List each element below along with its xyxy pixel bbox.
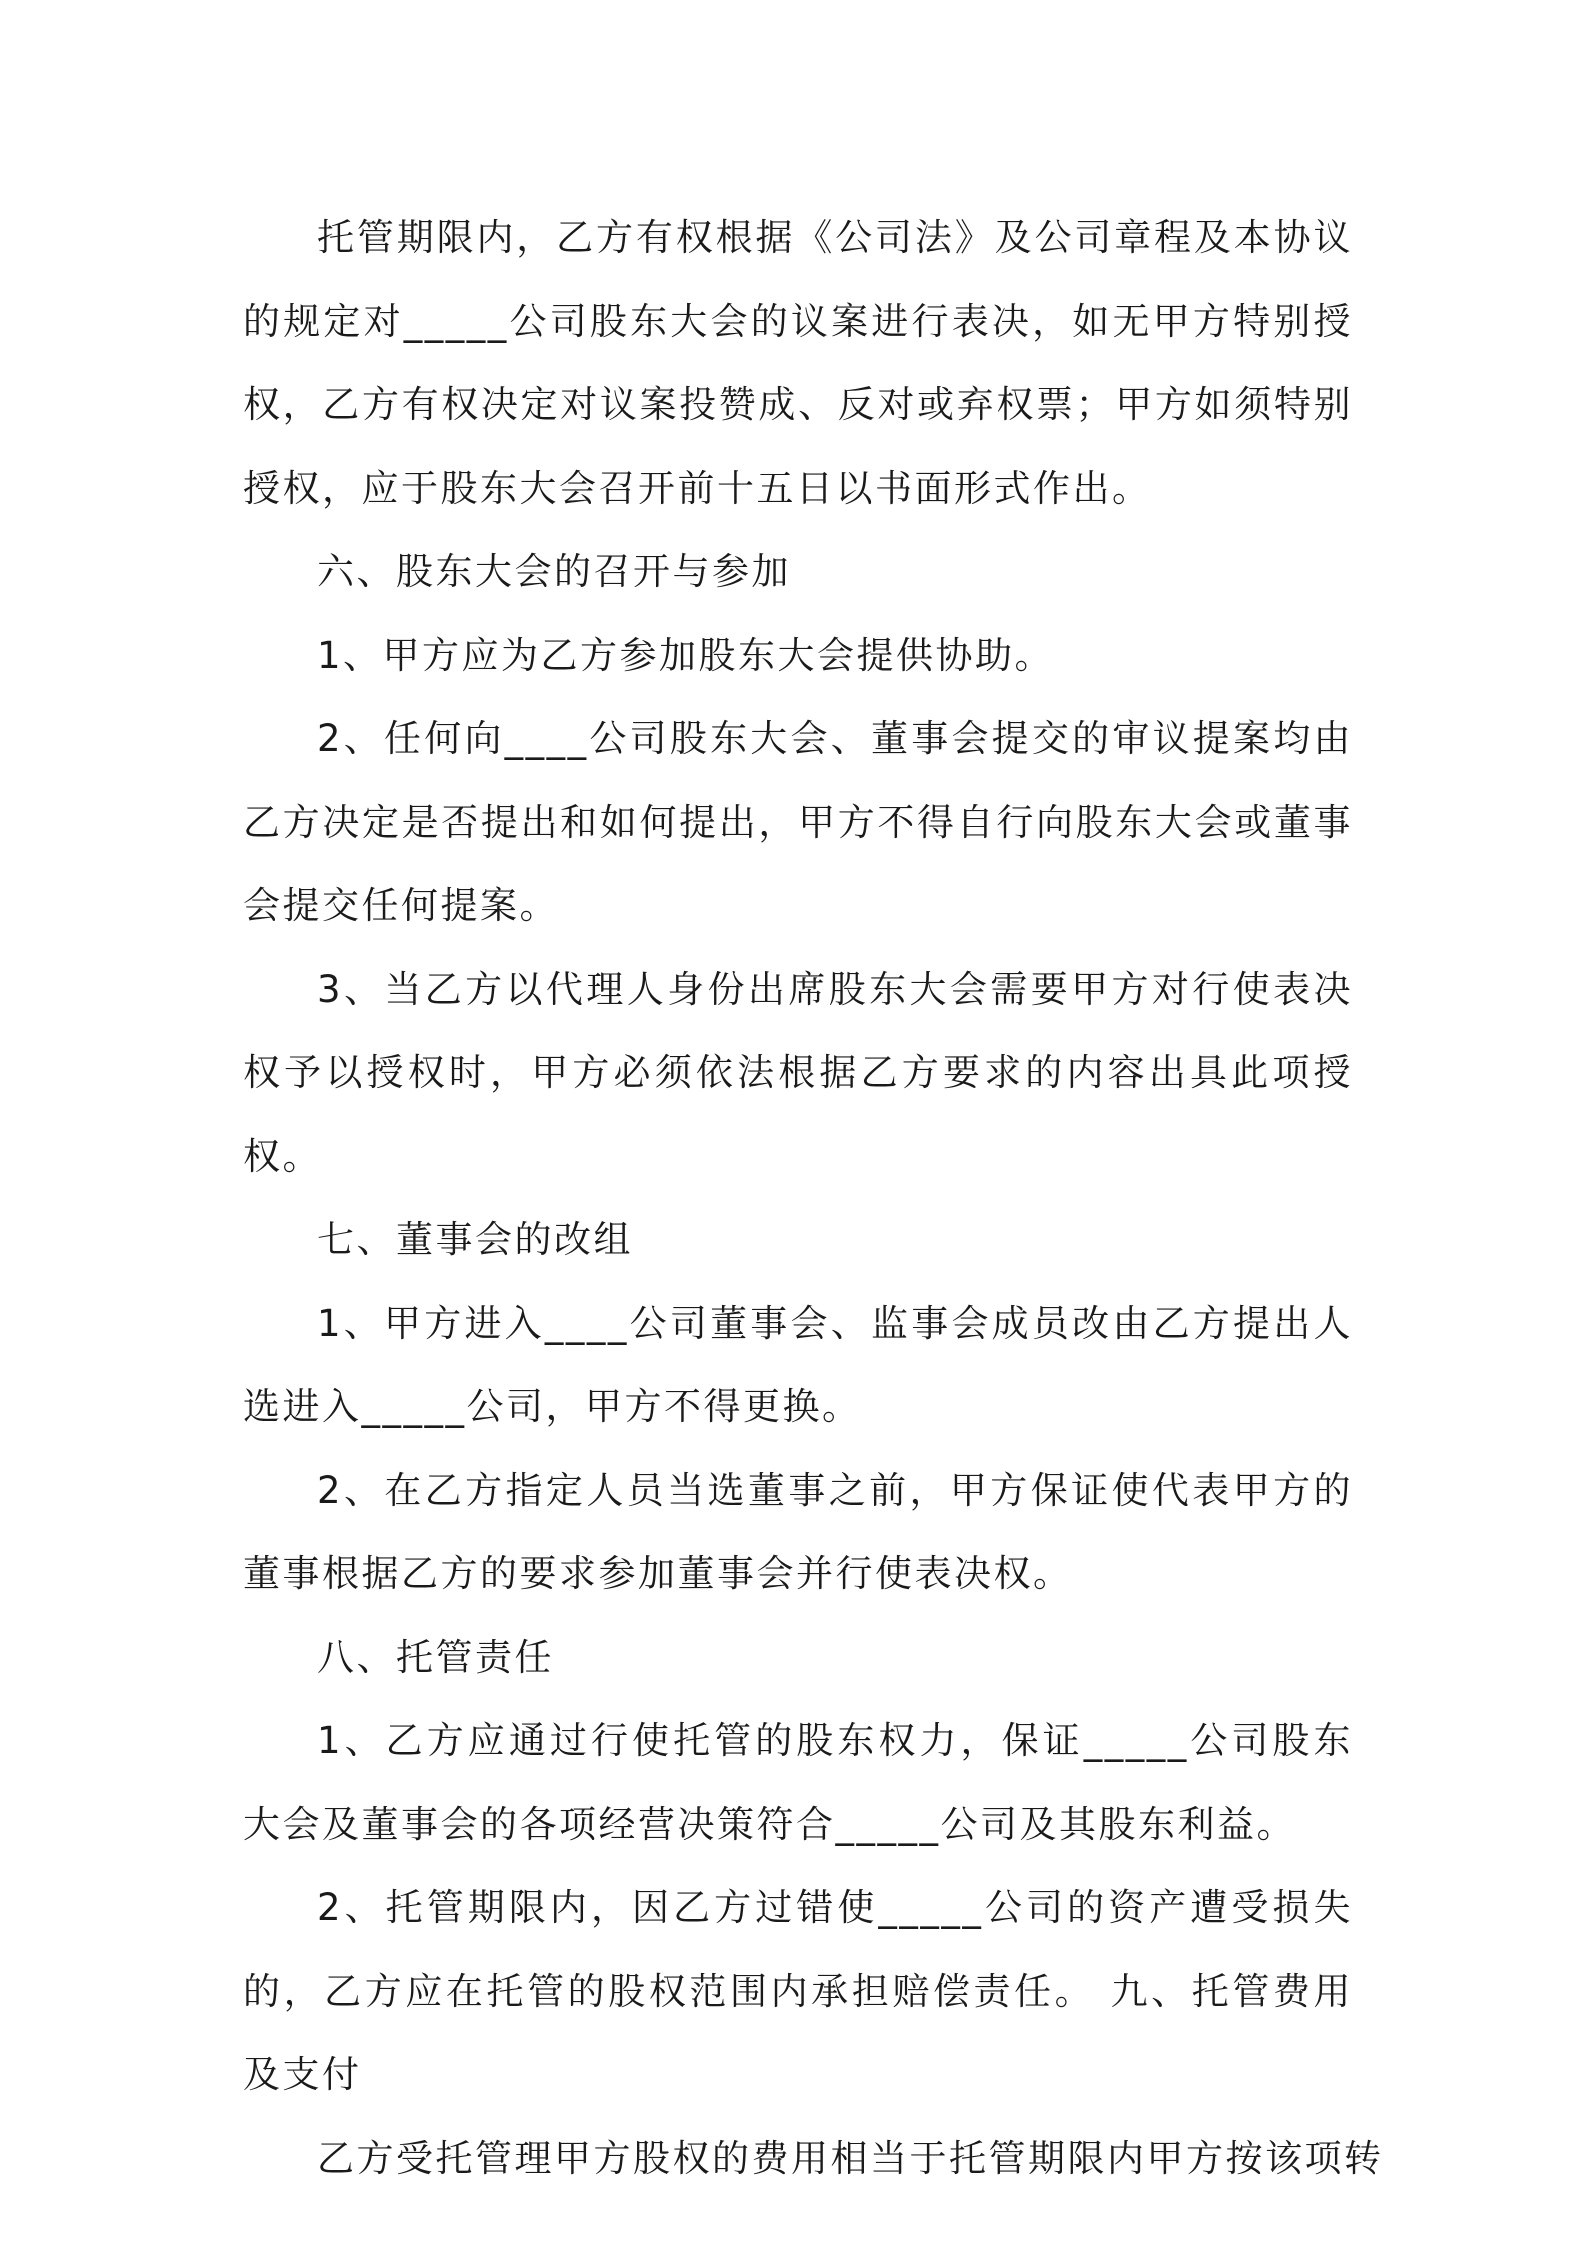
paragraph-voting-rights: 托管期限内，乙方有权根据《公司法》及公司章程及本协议的规定对_____公司股东大会的议案进行表决，如无甲方特别授权，乙方有权决定对议案投赞成、反对或弃权票；甲方如须特别授权，应于股东大会召开前十五日以书面形式作出。 bbox=[243, 216, 1353, 510]
paragraph-fees: 乙方受托管理甲方股权的费用相当于托管期限内甲方按该项转 bbox=[317, 2136, 1384, 2180]
clause-8-1: 1、乙方应通过行使托管的股东权力，保证_____公司股东大会及董事会的各项经营决策符合_____公司及其股东利益。 bbox=[243, 1719, 1353, 1846]
document-page bbox=[243, 196, 1384, 2200]
clause-8-2: 2、托管期限内，因乙方过错使_____公司的资产遭受损失的，乙方应在托管的股权范围内承担赔偿责任。 九、托管费用及支付 bbox=[243, 1886, 1353, 2096]
section-heading-6: 六、股东大会的召开与参加 bbox=[317, 550, 791, 593]
clause-7-1: 1、甲方进入____公司董事会、监事会成员改由乙方提出人选进入_____公司，甲方不得更换。 bbox=[243, 1301, 1353, 1428]
clause-6-3: 3、当乙方以代理人身份出席股东大会需要甲方对行使表决权予以授权时，甲方必须依法根据乙方要求的内容出具此项授权。 bbox=[243, 967, 1353, 1178]
section-heading-8: 八、托管责任 bbox=[317, 1635, 554, 1679]
clause-6-1: 1、甲方应为乙方参加股东大会提供协助。 bbox=[317, 633, 1055, 677]
clause-7-2: 2、在乙方指定人员当选董事之前，甲方保证使代表甲方的董事根据乙方的要求参加董事会并行使表决权。 bbox=[243, 1468, 1353, 1595]
clause-6-2: 2、任何向____公司股东大会、董事会提交的审议提案均由乙方决定是否提出和如何提出，甲方不得自行向股东大会或董事会提交任何提案。 bbox=[243, 717, 1353, 927]
section-heading-7: 七、董事会的改组 bbox=[317, 1218, 633, 1261]
